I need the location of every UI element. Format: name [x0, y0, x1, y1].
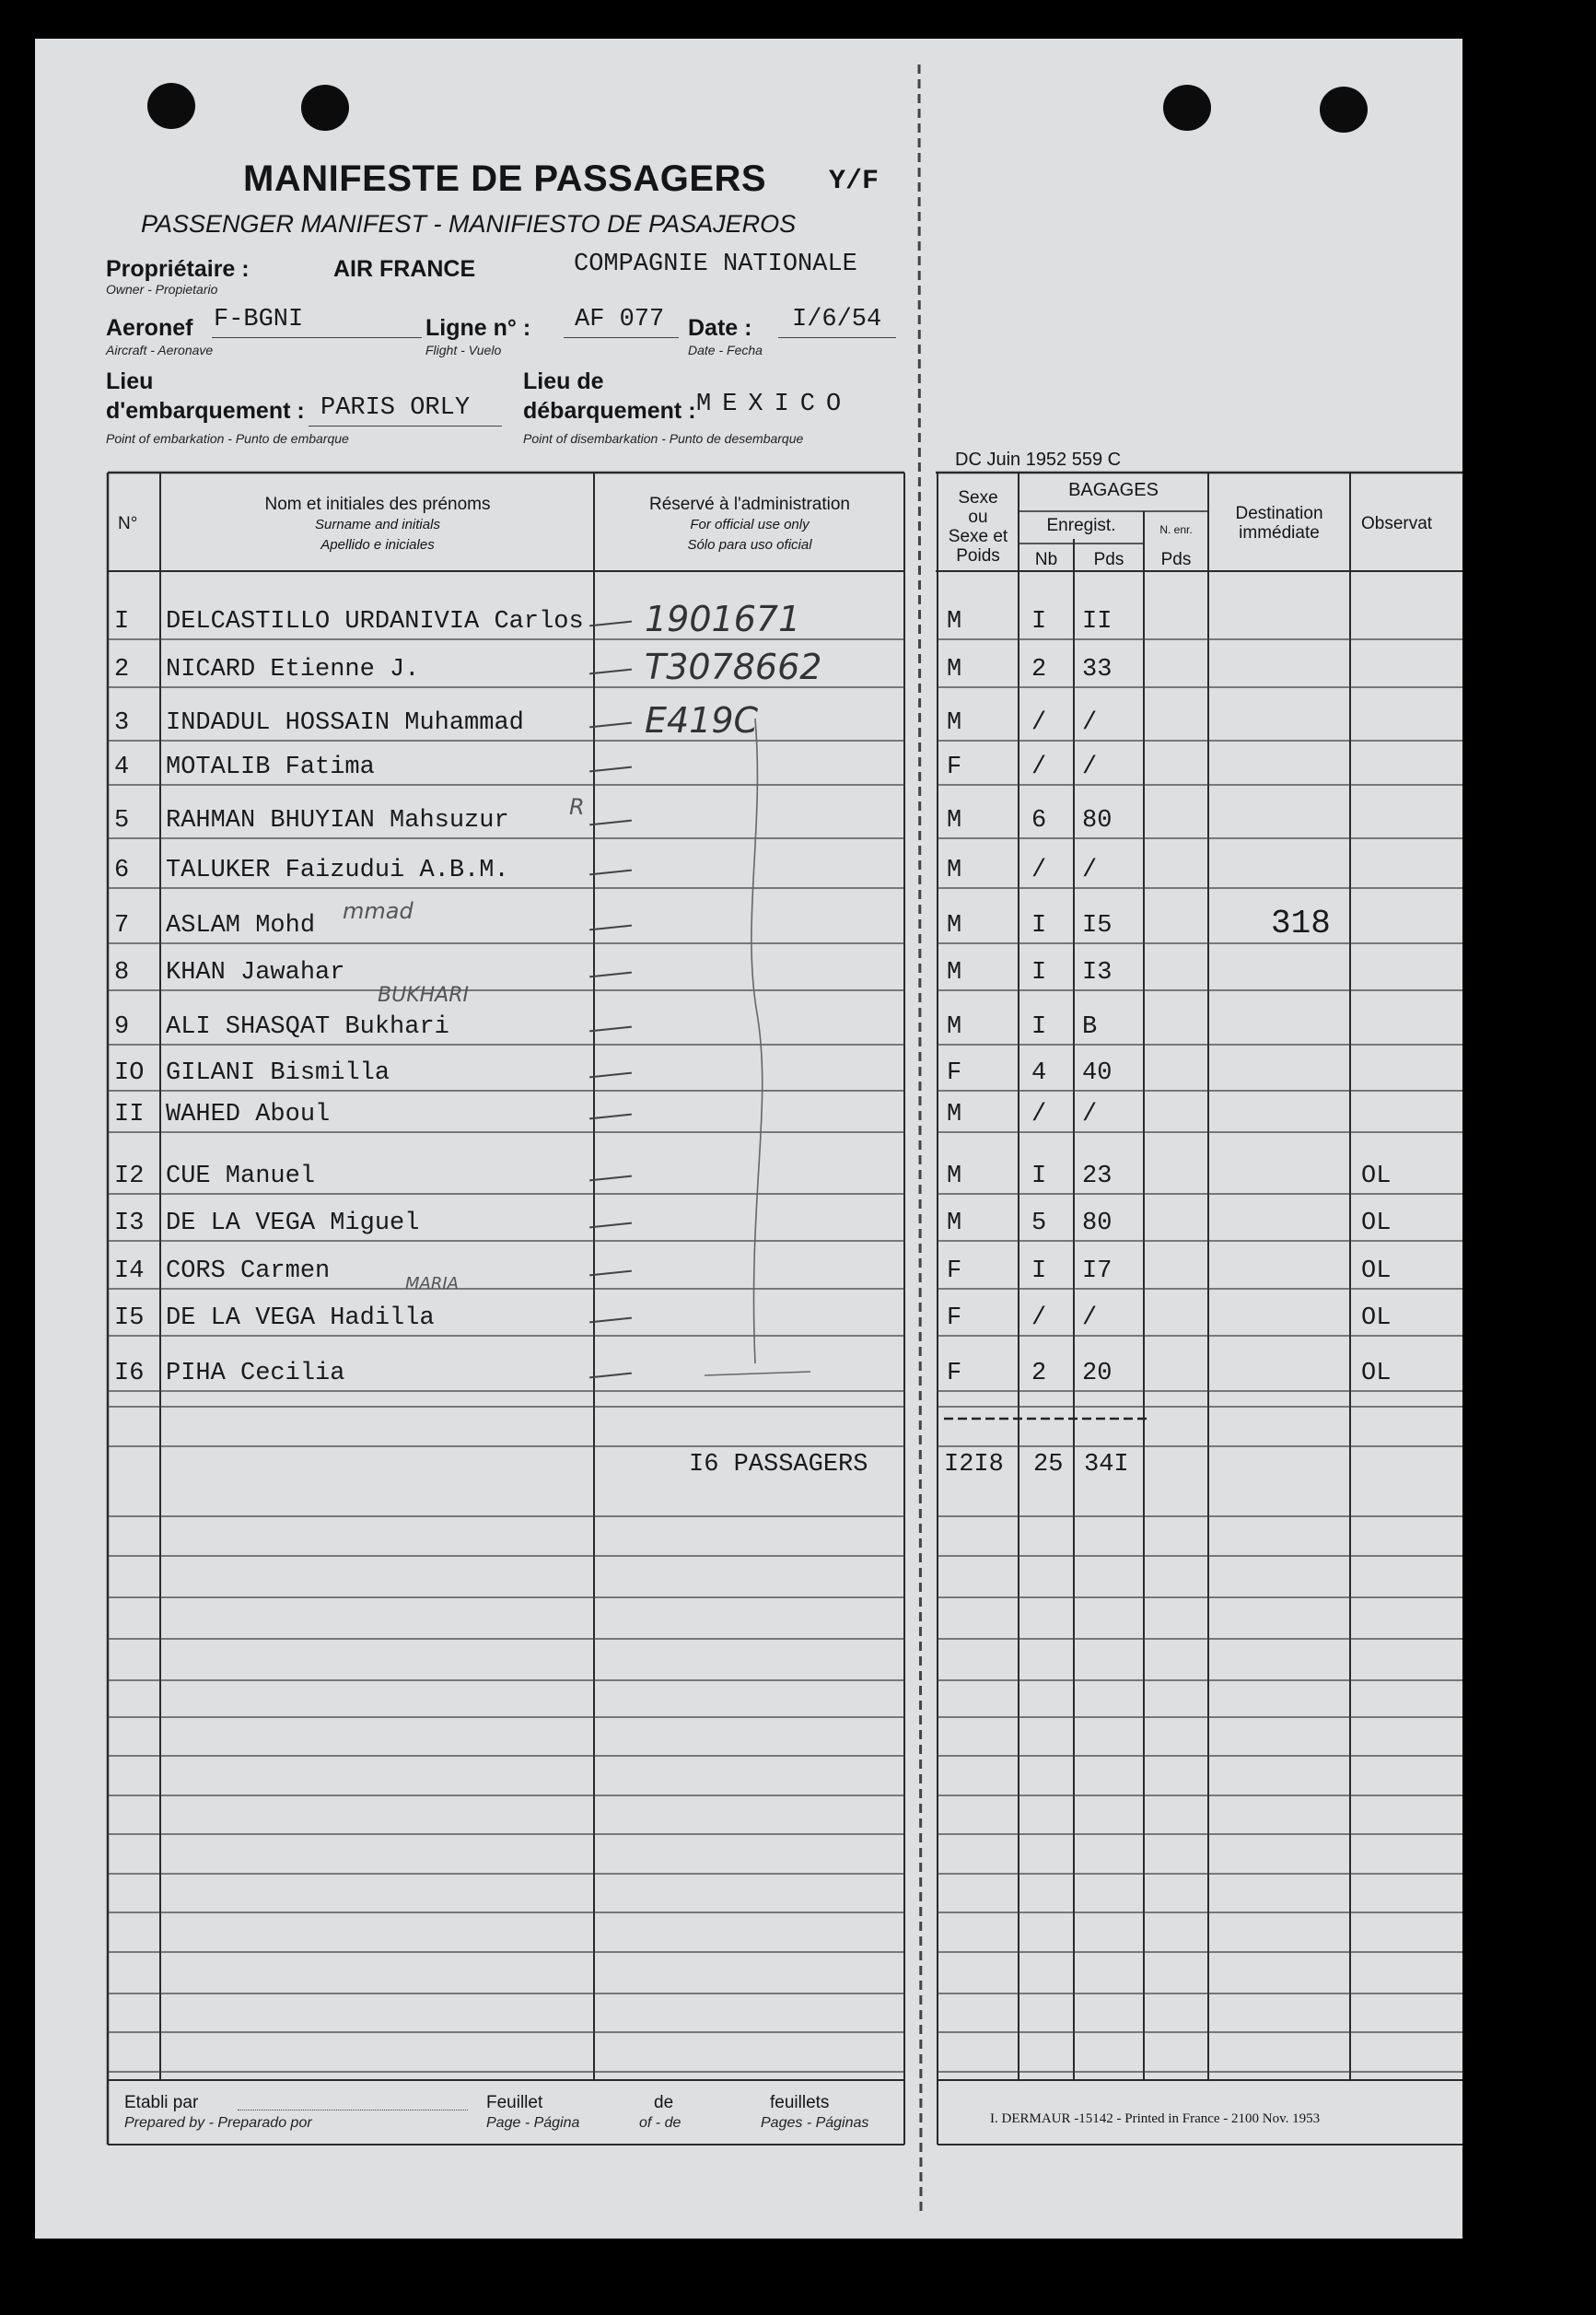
- cell-sex: M: [947, 807, 962, 835]
- cell-pds: 80: [1082, 807, 1113, 835]
- col-header-destination-1: Destination: [1235, 504, 1323, 523]
- cell-sex: M: [947, 709, 962, 737]
- cell-sex: F: [947, 1360, 962, 1387]
- company-name: COMPAGNIE NATIONALE: [574, 251, 857, 278]
- footer-sheet-label: Feuillet: [486, 2093, 543, 2112]
- footer-sheet-small: Page - Página: [486, 2115, 580, 2131]
- cell-pds: I5: [1082, 912, 1113, 940]
- embark-label-1: Lieu: [106, 368, 154, 394]
- cell-no: 8: [114, 959, 130, 987]
- cell-pds: 20: [1082, 1360, 1113, 1387]
- date-small: Date - Fecha: [688, 343, 763, 357]
- cell-pds: /: [1082, 857, 1098, 884]
- cell-sex: M: [947, 1101, 962, 1128]
- form-reference: DC Juin 1952 559 C: [955, 450, 1122, 470]
- cell-pds: /: [1082, 1304, 1098, 1332]
- footer-of-label: de: [654, 2093, 674, 2112]
- handwritten-annotation-maria: MARIA: [405, 1274, 459, 1293]
- cell-no: IO: [114, 1059, 145, 1087]
- cell-sex: M: [947, 959, 962, 987]
- cell-no: 7: [114, 912, 130, 940]
- col-header-pds: Pds: [1093, 550, 1124, 569]
- cell-obs: OL: [1361, 1360, 1392, 1387]
- cell-nb: I: [1031, 1257, 1047, 1285]
- cell-name: PIHA Cecilia: [166, 1360, 345, 1387]
- col-header-sex-3: Sexe et: [948, 527, 1008, 546]
- cell-no: I4: [114, 1257, 145, 1285]
- cell-nb: /: [1031, 857, 1047, 884]
- flight-label: Ligne n° :: [425, 315, 531, 341]
- page-title: MANIFESTE DE PASSAGERS: [243, 158, 767, 199]
- handwritten-annotation-r: R: [569, 794, 585, 820]
- col-header-name-en: Surname and initials: [315, 517, 440, 532]
- footer-prepared-label: Etabli par: [124, 2093, 199, 2112]
- col-header-admin-fr: Réservé à l'administration: [649, 495, 850, 514]
- cell-sex: M: [947, 1163, 962, 1190]
- cell-pds: /: [1082, 754, 1098, 781]
- cell-sex: F: [947, 1304, 962, 1332]
- cell-name: RAHMAN BHUYIAN Mahsuzur: [166, 807, 509, 835]
- cell-name: DE LA VEGA Hadilla: [166, 1304, 435, 1332]
- cell-nb: /: [1031, 1101, 1047, 1128]
- cell-no: I3: [114, 1210, 145, 1237]
- cell-sex: M: [947, 1013, 962, 1041]
- footer-sheets-label: feuillets: [770, 2093, 830, 2112]
- cell-obs: OL: [1361, 1257, 1392, 1285]
- cell-pds: I3: [1082, 959, 1113, 987]
- cell-no: 5: [114, 807, 130, 835]
- cell-admin: 1901671: [645, 599, 801, 639]
- col-header-sex-4: Poids: [956, 546, 1000, 566]
- cell-sex: F: [947, 1059, 962, 1087]
- cell-name: ALI SHASQAT Bukhari: [166, 1013, 449, 1041]
- cell-name: CORS Carmen: [166, 1257, 331, 1285]
- cell-pds: 40: [1082, 1059, 1113, 1087]
- embark-small: Point of embarkation - Punto de embarque: [106, 431, 349, 446]
- cell-no: 4: [114, 754, 130, 781]
- footer-prepared-small: Prepared by - Preparado por: [124, 2115, 312, 2131]
- aircraft-small: Aircraft - Aeronave: [106, 343, 214, 357]
- cell-no: 6: [114, 857, 130, 884]
- date-value: I/6/54: [792, 306, 882, 333]
- cell-nb: /: [1031, 754, 1047, 781]
- cell-nb: /: [1031, 709, 1047, 737]
- cell-sex: M: [947, 608, 962, 636]
- col-header-sex: [938, 488, 1019, 566]
- cell-no: 2: [114, 656, 130, 684]
- embark-value: PARIS ORLY: [320, 394, 471, 422]
- cell-name: WAHED Aboul: [166, 1101, 331, 1128]
- flight-small: Flight - Vuelo: [425, 343, 502, 357]
- form-code: Y/F: [829, 166, 880, 197]
- cell-no: I: [114, 608, 130, 636]
- disembark-value: MEXICO: [696, 391, 853, 418]
- cell-name: DE LA VEGA Miguel: [166, 1210, 420, 1237]
- cell-pds: 80: [1082, 1210, 1113, 1237]
- cell-no: 3: [114, 709, 130, 737]
- cell-no: I5: [114, 1304, 145, 1332]
- cell-name: INDADUL HOSSAIN Muhammad: [166, 709, 524, 737]
- disembark-label-1: Lieu de: [523, 368, 604, 394]
- cell-admin: E419C: [645, 700, 759, 741]
- cell-name: DELCASTILLO URDANIVIA Carlos: [166, 608, 584, 636]
- cell-name: CUE Manuel: [166, 1163, 316, 1190]
- disembark-small: Point of disembarkation - Punto de desembarque: [523, 431, 804, 446]
- cell-no: 9: [114, 1013, 130, 1041]
- cell-name: GILANI Bismilla: [166, 1059, 390, 1087]
- col-header-unreg: N. enr.: [1159, 523, 1193, 536]
- col-header-destination-2: immédiate: [1239, 523, 1320, 543]
- disembark-label-2: débarquement :: [523, 398, 696, 424]
- owner-value: AIR FRANCE: [333, 256, 476, 282]
- col-header-destination: [1208, 504, 1350, 543]
- cell-nb: I: [1031, 608, 1047, 636]
- owner-label: Propriétaire :: [106, 256, 250, 282]
- aircraft-value: F-BGNI: [214, 306, 304, 333]
- cell-pds: /: [1082, 709, 1098, 737]
- footer-of-small: of - de: [639, 2115, 682, 2131]
- totals-nb: 25: [1033, 1451, 1064, 1479]
- col-header-admin-en: For official use only: [690, 517, 810, 532]
- cell-sex: F: [947, 754, 962, 781]
- cell-obs: OL: [1361, 1210, 1392, 1237]
- cell-obs: OL: [1361, 1304, 1392, 1332]
- cell-name: KHAN Jawahar: [166, 959, 345, 987]
- cell-pds: 23: [1082, 1163, 1113, 1190]
- cell-pds: B: [1082, 1013, 1098, 1041]
- flight-value: AF 077: [575, 306, 665, 333]
- page-subtitle: PASSENGER MANIFEST - MANIFIESTO DE PASAJEROS: [141, 210, 797, 238]
- owner-small: Owner - Propietario: [106, 282, 218, 297]
- cell-no: II: [114, 1101, 145, 1128]
- cell-sex: M: [947, 1210, 962, 1237]
- totals-passengers: I6 PASSAGERS: [689, 1451, 868, 1479]
- col-header-baggage: BAGAGES: [1068, 480, 1159, 500]
- cell-pds: II: [1082, 608, 1113, 636]
- footer-printer: I. DERMAUR -15142 - Printed in France - 2100 Nov. 1953: [990, 2111, 1321, 2126]
- cell-no: I2: [114, 1163, 145, 1190]
- cell-pds: I7: [1082, 1257, 1113, 1285]
- cell-sex: M: [947, 857, 962, 884]
- cell-name: MOTALIB Fatima: [166, 754, 375, 781]
- date-label: Date :: [688, 315, 752, 341]
- cell-sex: F: [947, 1257, 962, 1285]
- cell-nb: 4: [1031, 1059, 1047, 1087]
- handwritten-annotation-bukhari: BUKHARI: [378, 984, 469, 1007]
- cell-sex: M: [947, 912, 962, 940]
- col-header-sex-1: Sexe: [958, 488, 998, 508]
- col-header-sex-2: ou: [968, 508, 988, 527]
- col-header-no: N°: [118, 514, 138, 533]
- cell-nb: I: [1031, 912, 1047, 940]
- cell-nb: I: [1031, 1013, 1047, 1041]
- totals-pds: 34I: [1084, 1451, 1129, 1479]
- cell-nb: I: [1031, 959, 1047, 987]
- col-header-registered: Enregist.: [1046, 516, 1116, 535]
- cell-sex: M: [947, 656, 962, 684]
- cell-pds: /: [1082, 1101, 1098, 1128]
- col-header-admin: [599, 495, 901, 555]
- cell-name: ASLAM Mohd: [166, 912, 316, 940]
- col-header-name-fr: Nom et initiales des prénoms: [264, 495, 491, 514]
- col-header-name-es: Apellido e iniciales: [320, 537, 435, 553]
- aircraft-label: Aeronef: [106, 315, 193, 341]
- cell-name: TALUKER Faizudui A.B.M.: [166, 857, 509, 884]
- cell-name: NICARD Etienne J.: [166, 656, 420, 684]
- cell-nb: 6: [1031, 807, 1047, 835]
- footer-sheets-small: Pages - Páginas: [761, 2115, 869, 2131]
- cell-nb: /: [1031, 1304, 1047, 1332]
- cell-nb: 2: [1031, 1360, 1047, 1387]
- col-header-unreg-pds: Pds: [1160, 550, 1192, 569]
- totals-weight: I2I8: [944, 1451, 1004, 1479]
- col-header-nb: Nb: [1034, 550, 1058, 569]
- col-header-name: [166, 495, 589, 555]
- cell-no: I6: [114, 1360, 145, 1387]
- handwritten-annotation-mohammad: mmad: [343, 898, 414, 924]
- cell-pds: 33: [1082, 656, 1113, 684]
- cell-nb: 5: [1031, 1210, 1047, 1237]
- col-header-observations: Observat: [1361, 514, 1433, 533]
- col-header-admin-es: Sólo para uso oficial: [687, 537, 812, 553]
- cell-admin: T3078662: [645, 647, 822, 687]
- cell-obs: OL: [1361, 1163, 1392, 1190]
- cell-nb: 2: [1031, 656, 1047, 684]
- embark-label-2: d'embarquement :: [106, 398, 305, 424]
- cell-dest: 318: [1271, 905, 1331, 942]
- cell-nb: I: [1031, 1163, 1047, 1190]
